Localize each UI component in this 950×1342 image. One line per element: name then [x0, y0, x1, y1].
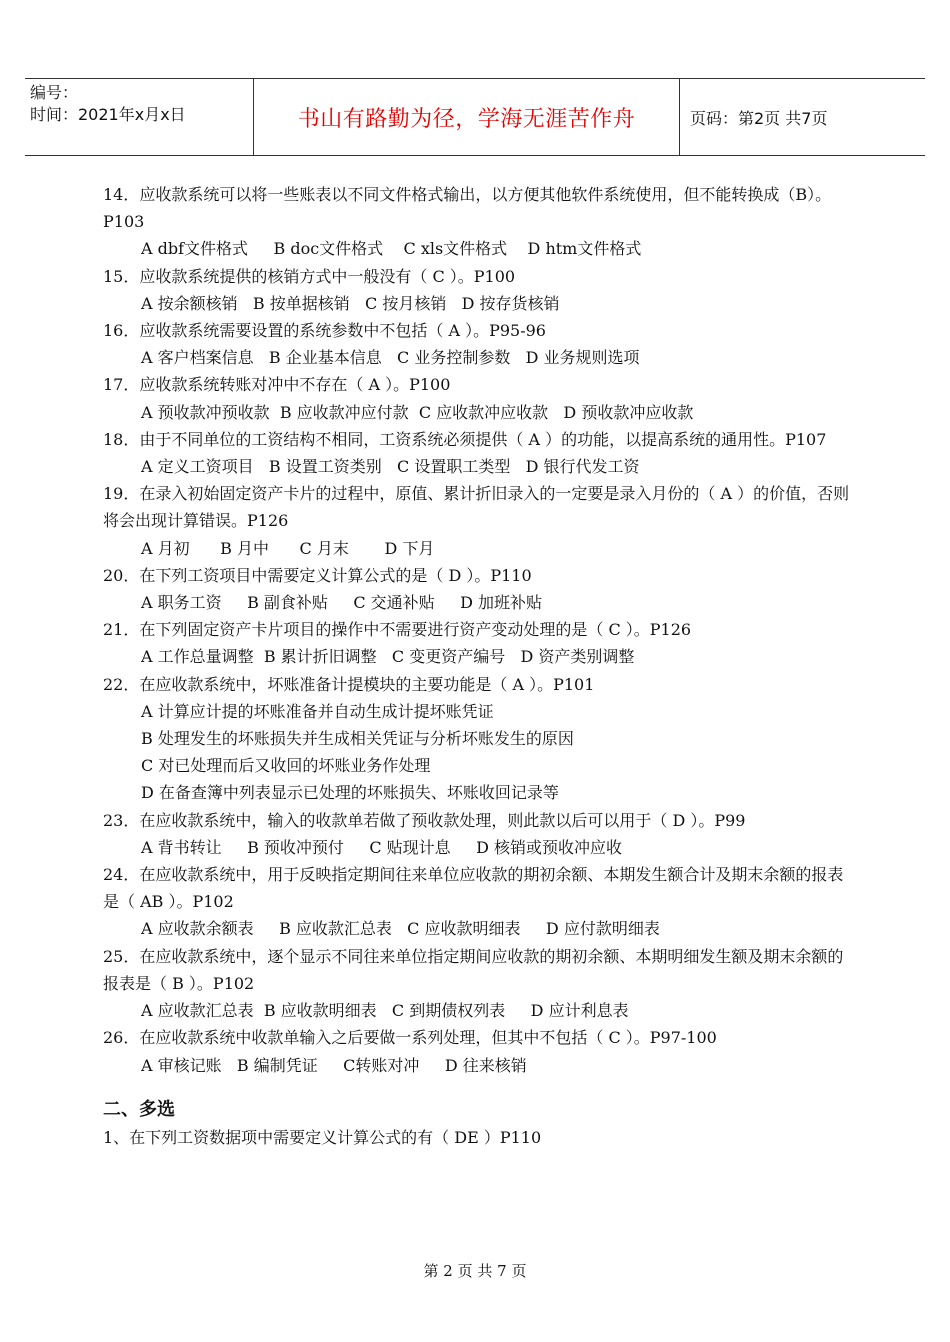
- answer-options: A 计算应计提的坏账准备并自动生成计提坏账凭证: [141, 701, 494, 721]
- question-item: [103, 943, 853, 1025]
- question-text: 25．在应收款系统中，逐个显示不同往来单位指定期间应收款的期初余额、本期明细发生额及期末余额的报表是（ B ）。P102: [103, 946, 844, 993]
- page-footer: 第 2 页 共 7 页: [423, 1262, 527, 1280]
- question-item: [103, 480, 853, 562]
- page-header: [25, 78, 925, 156]
- answer-options: A 定义工资项目 B 设置工资类别 C 设置职工类型 D 银行代发工资: [141, 457, 640, 477]
- answer-options: D 在备查簿中列表显示已处理的坏账损失、坏账收回记录等: [141, 783, 559, 803]
- question-text: 16．应收款系统需要设置的系统参数中不包括（ A ）。P95-96: [103, 321, 546, 341]
- answer-options: A dbf文件格式 B doc文件格式 C xls文件格式 D htm文件格式: [141, 239, 642, 259]
- question-item: [103, 861, 853, 943]
- question-list: [103, 181, 853, 1151]
- time-label: 时间：2021年x月x日: [30, 105, 186, 124]
- question-item: [103, 1024, 853, 1078]
- question-text: 20．在下列工资项目中需要定义计算公式的是（ D ）。P110: [103, 565, 532, 585]
- question-text: 18．由于不同单位的工资结构不相同，工资系统必须提供（ A ）的功能，以提高系统的通用性。P107: [103, 429, 827, 449]
- question-item: [103, 562, 853, 616]
- question-text: 19．在录入初始固定资产卡片的过程中，原值、累计折旧录入的一定要是录入月份的（ A ）的价值，否则将会出现计算错误。P126: [103, 484, 850, 531]
- answer-options: A 工作总量调整 B 累计折旧调整 C 变更资产编号 D 资产类别调整: [141, 647, 635, 667]
- header-page-info: 页码：第2页 共7页: [690, 108, 828, 128]
- section-title: 二、多选: [103, 1098, 175, 1120]
- question-item: [103, 671, 853, 807]
- question-item: [103, 616, 853, 670]
- answer-options: A 审核记账 B 编制凭证 C转账对冲 D 往来核销: [141, 1055, 527, 1075]
- question-text: 22．在应收款系统中，坏账准备计提模块的主要功能是（ A ）。P101: [103, 674, 595, 694]
- answer-options: A 预收款冲预收款 B 应收款冲应付款 C 应收款冲应收款 D 预收款冲应收款: [141, 402, 694, 422]
- answer-options: A 客户档案信息 B 企业基本信息 C 业务控制参数 D 业务规则选项: [141, 348, 640, 368]
- answer-options: A 应收款余额表 B 应收款汇总表 C 应收款明细表 D 应付款明细表: [141, 919, 660, 939]
- question-text: 23．在应收款系统中，输入的收款单若做了预收款处理，则此款以后可以用于（ D ）。P99: [103, 810, 746, 830]
- answer-options: A 职务工资 B 副食补贴 C 交通补贴 D 加班补贴: [141, 593, 543, 613]
- question-text: 17．应收款系统转账对冲中不存在（ A ）。P100: [103, 375, 451, 395]
- question-item: [103, 807, 853, 861]
- number-label: 编号：: [30, 83, 79, 102]
- question-text: 26．在应收款系统中收款单输入之后要做一系列处理，但其中不包括（ C ）。P97-100: [103, 1028, 717, 1048]
- question-item: [103, 371, 853, 425]
- answer-options: A 背书转让 B 预收冲预付 C 贴现计息 D 核销或预收冲应收: [141, 837, 623, 857]
- answer-options: A 应收款汇总表 B 应收款明细表 C 到期债权列表 D 应计利息表: [141, 1001, 629, 1021]
- answer-options: A 按余额核销 B 按单据核销 C 按月核销 D 按存货核销: [141, 293, 560, 313]
- question-text: 14．应收款系统可以将一些账表以不同文件格式输出，以方便其他软件系统使用，但不能转换成（B）。P103: [103, 185, 832, 232]
- question-item: [103, 263, 853, 317]
- header-meta: [25, 79, 254, 155]
- question-text: 24．在应收款系统中，用于反映指定期间往来单位应收款的期初余额、本期发生额合计及期末余额的报表是（ AB ）。P102: [103, 865, 844, 912]
- question-item: [103, 426, 853, 480]
- answer-options: C 对已处理而后又收回的坏账业务作处理: [141, 756, 431, 776]
- question-text: 1、在下列工资数据项中需要定义计算公式的有（ DE ）P110: [103, 1127, 542, 1147]
- header-motto: 书山有路勤为径，学海无涯苦作舟: [254, 79, 680, 155]
- question-item: [103, 317, 853, 371]
- question-text: 21．在下列固定资产卡片项目的操作中不需要进行资产变动处理的是（ C ）。P126: [103, 620, 692, 640]
- question-text: 15．应收款系统提供的核销方式中一般没有（ C ）。P100: [103, 266, 516, 286]
- answer-options: A 月初 B 月中 C 月末 D 下月: [141, 538, 435, 558]
- question-item: [103, 181, 853, 263]
- answer-options: B 处理发生的坏账损失并生成相关凭证与分析坏账发生的原因: [141, 729, 574, 749]
